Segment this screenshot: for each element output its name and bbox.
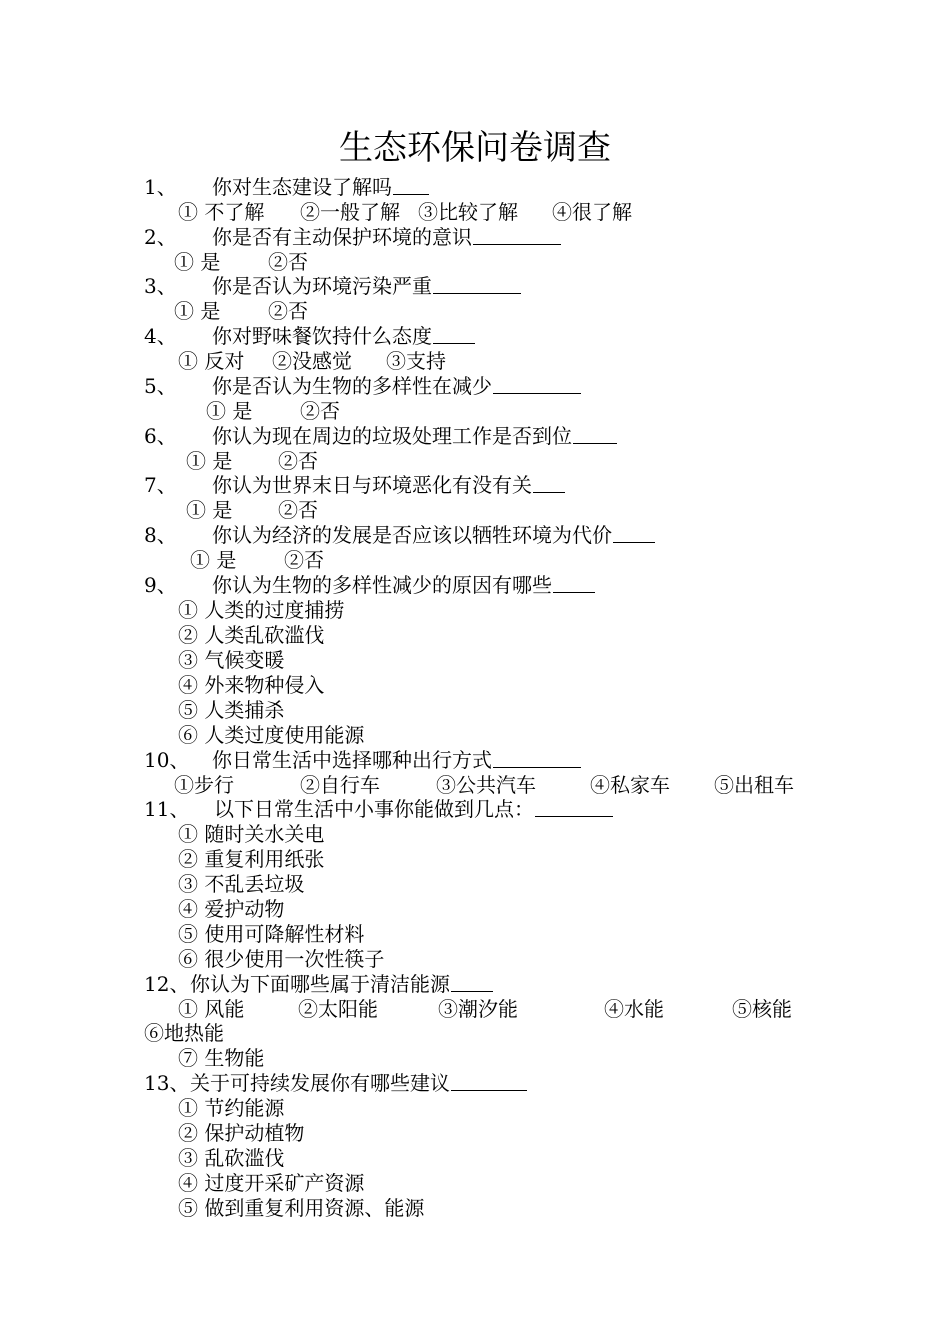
question-text: [190, 1071, 527, 1096]
question-label: 你认为现在周边的垃圾处理工作是否到位: [212, 424, 572, 448]
answer-option[interactable]: ④很了解: [552, 200, 632, 224]
answer-blank[interactable]: [573, 424, 617, 444]
answer-blank[interactable]: [493, 374, 581, 394]
answer-option[interactable]: ① 随时关水关电: [178, 822, 325, 846]
answer-option[interactable]: ③ 乱砍滥伐: [178, 1146, 285, 1170]
answer-option[interactable]: ① 风能: [178, 997, 245, 1021]
answer-blank[interactable]: [433, 324, 475, 344]
answer-option[interactable]: ④ 过度开采矿产资源: [178, 1171, 365, 1195]
question-text: [212, 424, 617, 449]
question-text: [212, 473, 565, 498]
question-text: [212, 175, 429, 200]
answer-blank[interactable]: [533, 473, 565, 493]
answer-option[interactable]: ⑥地热能: [144, 1021, 224, 1045]
answer-option[interactable]: ① 是: [186, 498, 233, 522]
answer-option[interactable]: ② 保护动植物: [178, 1121, 305, 1145]
question-label: 你认为世界末日与环境恶化有没有关: [212, 473, 532, 497]
answer-option[interactable]: ⑤ 做到重复利用资源、能源: [178, 1196, 425, 1220]
answer-option[interactable]: ⑤ 人类捕杀: [178, 698, 285, 722]
answer-option[interactable]: ②太阳能: [298, 997, 378, 1021]
answer-blank[interactable]: [433, 274, 521, 294]
answer-blank[interactable]: [473, 225, 561, 245]
question-text: [212, 374, 581, 399]
question-number: 5、: [144, 374, 177, 398]
answer-blank[interactable]: [613, 523, 655, 543]
question-text: [212, 523, 655, 548]
question-text: [212, 573, 595, 598]
question-label: 你日常生活中选择哪种出行方式: [212, 748, 492, 772]
question-number: 6、: [144, 424, 177, 448]
answer-option[interactable]: ③ 不乱丢垃圾: [178, 872, 305, 896]
question-label: 你认为生物的多样性减少的原因有哪些: [212, 573, 552, 597]
answer-option[interactable]: ⑦ 生物能: [178, 1046, 265, 1070]
answer-option[interactable]: ① 是: [190, 548, 237, 572]
answer-option[interactable]: ④私家车: [590, 773, 670, 797]
question-label: 你对野味餐饮持什么态度: [212, 324, 432, 348]
question-label: 你认为经济的发展是否应该以牺牲环境为代价: [212, 523, 612, 547]
question-number: 7、: [144, 473, 177, 497]
question-label: 你是否认为环境污染严重: [212, 274, 432, 298]
answer-option[interactable]: ① 反对: [178, 349, 245, 373]
answer-option[interactable]: ④ 爱护动物: [178, 897, 285, 921]
question-number: 11、: [144, 797, 190, 821]
question-number: 4、: [144, 324, 177, 348]
answer-option[interactable]: ① 是: [186, 449, 233, 473]
answer-option[interactable]: ① 是: [174, 250, 221, 274]
answer-blank[interactable]: [451, 972, 493, 992]
answer-option[interactable]: ②否: [268, 250, 308, 274]
answer-option[interactable]: ②否: [278, 449, 318, 473]
answer-option[interactable]: ② 人类乱砍滥伐: [178, 623, 325, 647]
question-text: [212, 274, 521, 299]
answer-option[interactable]: ⑤ 使用可降解性材料: [178, 922, 365, 946]
answer-option[interactable]: ②否: [300, 399, 340, 423]
question-number: 3、: [144, 274, 177, 298]
answer-option[interactable]: ③支持: [386, 349, 446, 373]
answer-option[interactable]: ⑤核能: [732, 997, 792, 1021]
answer-option[interactable]: ② 重复利用纸张: [178, 847, 325, 871]
answer-option[interactable]: ① 不了解: [178, 200, 265, 224]
answer-option[interactable]: ②没感觉: [272, 349, 352, 373]
answer-option[interactable]: ③ 气候变暖: [178, 648, 285, 672]
question-label: 以下日常生活中小事你能做到几点：: [214, 797, 534, 821]
answer-option[interactable]: ① 节约能源: [178, 1096, 285, 1120]
question-number: 8、: [144, 523, 177, 547]
answer-option[interactable]: ⑥ 很少使用一次性筷子: [178, 947, 385, 971]
question-text: [214, 797, 613, 822]
answer-option[interactable]: ①步行: [174, 773, 234, 797]
answer-blank[interactable]: [493, 748, 581, 768]
question-label: 你认为下面哪些属于清洁能源: [190, 972, 450, 996]
answer-option[interactable]: ③公共汽车: [436, 773, 536, 797]
answer-option[interactable]: ④水能: [604, 997, 664, 1021]
question-text: [212, 324, 475, 349]
question-label: 关于可持续发展你有哪些建议: [190, 1071, 450, 1095]
question-number: 10、: [144, 748, 190, 772]
question-number: 12、: [144, 972, 190, 996]
question-number: 9、: [144, 573, 177, 597]
answer-option[interactable]: ②一般了解: [300, 200, 400, 224]
answer-option[interactable]: ⑤出租车: [714, 773, 794, 797]
answer-option[interactable]: ① 人类的过度捕捞: [178, 598, 345, 622]
answer-option[interactable]: ②否: [268, 299, 308, 323]
answer-blank[interactable]: [535, 797, 613, 817]
answer-option[interactable]: ① 是: [174, 299, 221, 323]
answer-blank[interactable]: [393, 175, 429, 195]
question-label: 你是否认为生物的多样性在减少: [212, 374, 492, 398]
question-number: 1、: [144, 175, 177, 199]
question-label: 你是否有主动保护环境的意识: [212, 225, 472, 249]
answer-option[interactable]: ⑥ 人类过度使用能源: [178, 723, 365, 747]
answer-blank[interactable]: [451, 1071, 527, 1091]
question-number: 13、: [144, 1071, 190, 1095]
answer-option[interactable]: ②自行车: [300, 773, 380, 797]
answer-option[interactable]: ③比较了解: [418, 200, 518, 224]
question-text: [190, 972, 493, 997]
question-text: [212, 225, 561, 250]
page-title: 生态环保问卷调查: [339, 128, 611, 168]
answer-option[interactable]: ④ 外来物种侵入: [178, 673, 325, 697]
question-text: [212, 748, 581, 773]
question-label: 你对生态建设了解吗: [212, 175, 392, 199]
answer-option[interactable]: ① 是: [206, 399, 253, 423]
question-number: 2、: [144, 225, 177, 249]
answer-blank[interactable]: [553, 573, 595, 593]
answer-option[interactable]: ③潮汐能: [438, 997, 518, 1021]
answer-option[interactable]: ②否: [278, 498, 318, 522]
answer-option[interactable]: ②否: [284, 548, 324, 572]
